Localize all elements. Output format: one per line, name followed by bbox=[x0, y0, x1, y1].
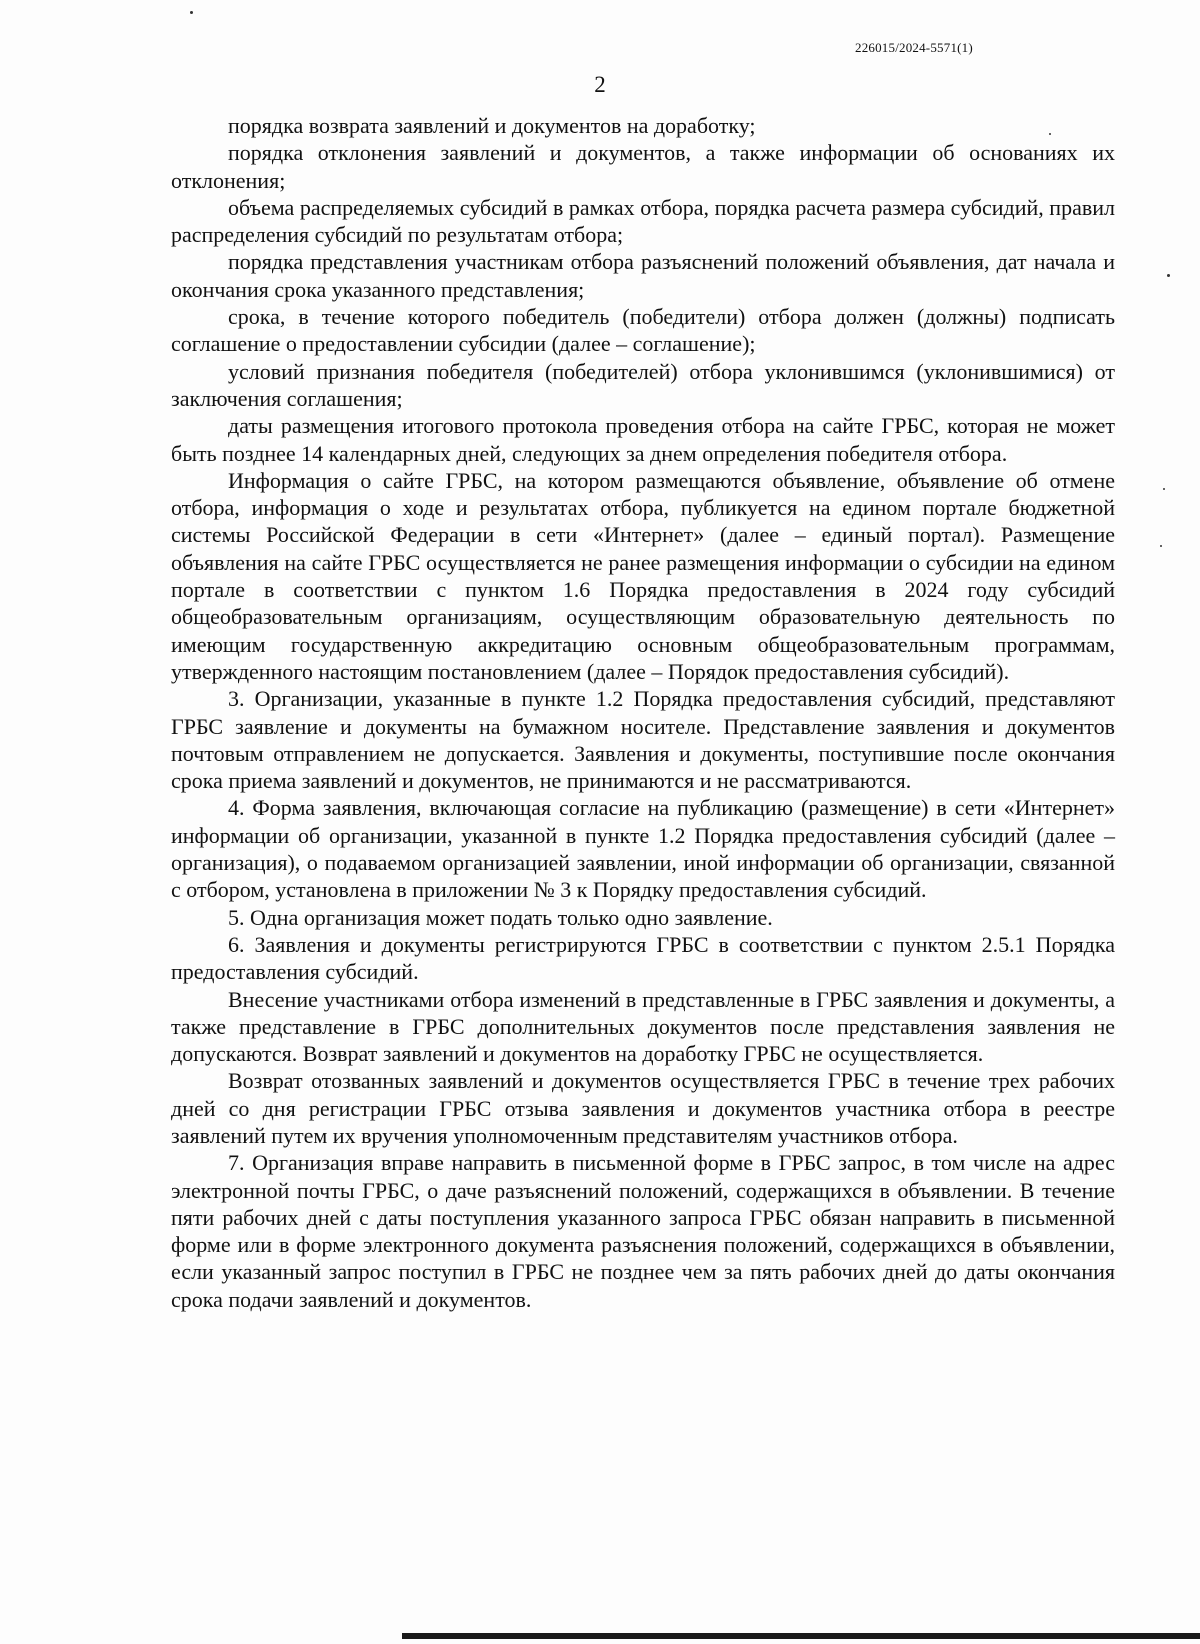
paragraph: условий признания победителя (победителей) отбора уклонившимся (уклонившимися) от заключения соглашения; bbox=[171, 358, 1115, 411]
scan-speck bbox=[1167, 274, 1170, 277]
paragraph: Информация о сайте ГРБС, на котором размещаются объявление, объявление об отмене отбора, информация о ходе и результатах отбора, публикуется на едином портале бюджетной системы Российской Федерации в сети «Интернет» (далее – единый портал). Размещение объявления на сайте ГРБС осуществляется не ранее размещения информации о субсидии на едином портале в соответствии с пунктом 1.6 Порядка предоставления в 2024 году субсидий общеобразовательным организациям, осуществляющим образовательную деятельность по имеющим государственную аккредитацию основным общеобразовательным программам, утвержденного настоящим постановлением (далее – Порядок предоставления субсидий). bbox=[171, 467, 1115, 684]
paragraph: 6. Заявления и документы регистрируются ГРБС в соответствии с пунктом 2.5.1 Порядка предоставления субсидий. bbox=[171, 931, 1115, 985]
paragraph: порядка возврата заявлений и документов на доработку; bbox=[228, 113, 756, 138]
document-number: 226015/2024-5571(1) bbox=[855, 40, 973, 55]
page-number: 2 bbox=[594, 72, 606, 97]
scan-speck bbox=[190, 11, 193, 14]
paragraph: даты размещения итогового протокола проведения отбора на сайте ГРБС, которая не может быть позднее 14 календарных дней, следующих за днем определения победителя отбора. bbox=[171, 413, 1115, 466]
scan-speck bbox=[1163, 488, 1165, 490]
scan-edge-line bbox=[402, 1633, 1200, 1639]
scan-speck bbox=[1160, 545, 1162, 547]
paragraph: 5. Одна организация может подать только одно заявление. bbox=[228, 904, 773, 930]
paragraph: Внесение участниками отбора изменений в представленные в ГРБС заявления и документы, а также представление в ГРБС дополнительных документов после представления заявления не допускаются. Возврат заявлений и документов на доработку ГРБС не осуществляется. bbox=[171, 986, 1115, 1067]
paragraph: 4. Форма заявления, включающая согласие на публикацию (размещение) в сети «Интернет» информации об организации, указанной в пункте 1.2 Порядка предоставления субсидий (далее – организация), о подаваемом организацией заявлении, иной информации об организации, связанной с отбором, установлена в приложении № 3 к Порядку предоставления субсидий. bbox=[171, 795, 1115, 903]
paragraph: срока, в течение которого победитель (победители) отбора должен (должны) подписать соглашение о предоставлении субсидии (далее – соглашение); bbox=[171, 304, 1115, 357]
paragraph: объема распределяемых субсидий в рамках отбора, порядка расчета размера субсидий, правил распределения субсидий по результатам отбора; bbox=[171, 194, 1115, 248]
paragraph: 3. Организации, указанные в пункте 1.2 Порядка предоставления субсидий, представляют ГРБС заявление и документы на бумажном носителе. Представление заявления и документов почтовым отправлением не допускается. Заявления и документы, поступившие после окончания срока приема заявлений и документов, не принимаются и не рассматриваются. bbox=[171, 686, 1115, 794]
paragraph: 7. Организация вправе направить в письменной форме в ГРБС запрос, в том числе на адрес электронной почты ГРБС, о даче разъяснений положений, содержащихся в объявлении. В течение пяти рабочих дней с даты поступления указанного запроса ГРБС обязан направить в письменной форме или в форме электронного документа разъяснения положений, содержащихся в объявлении, если указанный запрос поступил в ГРБС не позднее чем за пять рабочих дней до даты окончания срока подачи заявлений и документов. bbox=[171, 1150, 1115, 1312]
document-body bbox=[171, 112, 1115, 1313]
paragraph: порядка представления участникам отбора разъяснений положений объявления, дат начала и окончания срока указанного представления; bbox=[171, 249, 1115, 302]
paragraph: порядка отклонения заявлений и документов, а также информации об основаниях их отклонения; bbox=[171, 140, 1115, 193]
paragraph: Возврат отозванных заявлений и документов осуществляется ГРБС в течение трех рабочих дней со дня регистрации ГРБС отзыва заявления и документов участника отбора в реестре заявлений путем их вручения уполномоченным представителям участников отбора. bbox=[171, 1068, 1115, 1148]
